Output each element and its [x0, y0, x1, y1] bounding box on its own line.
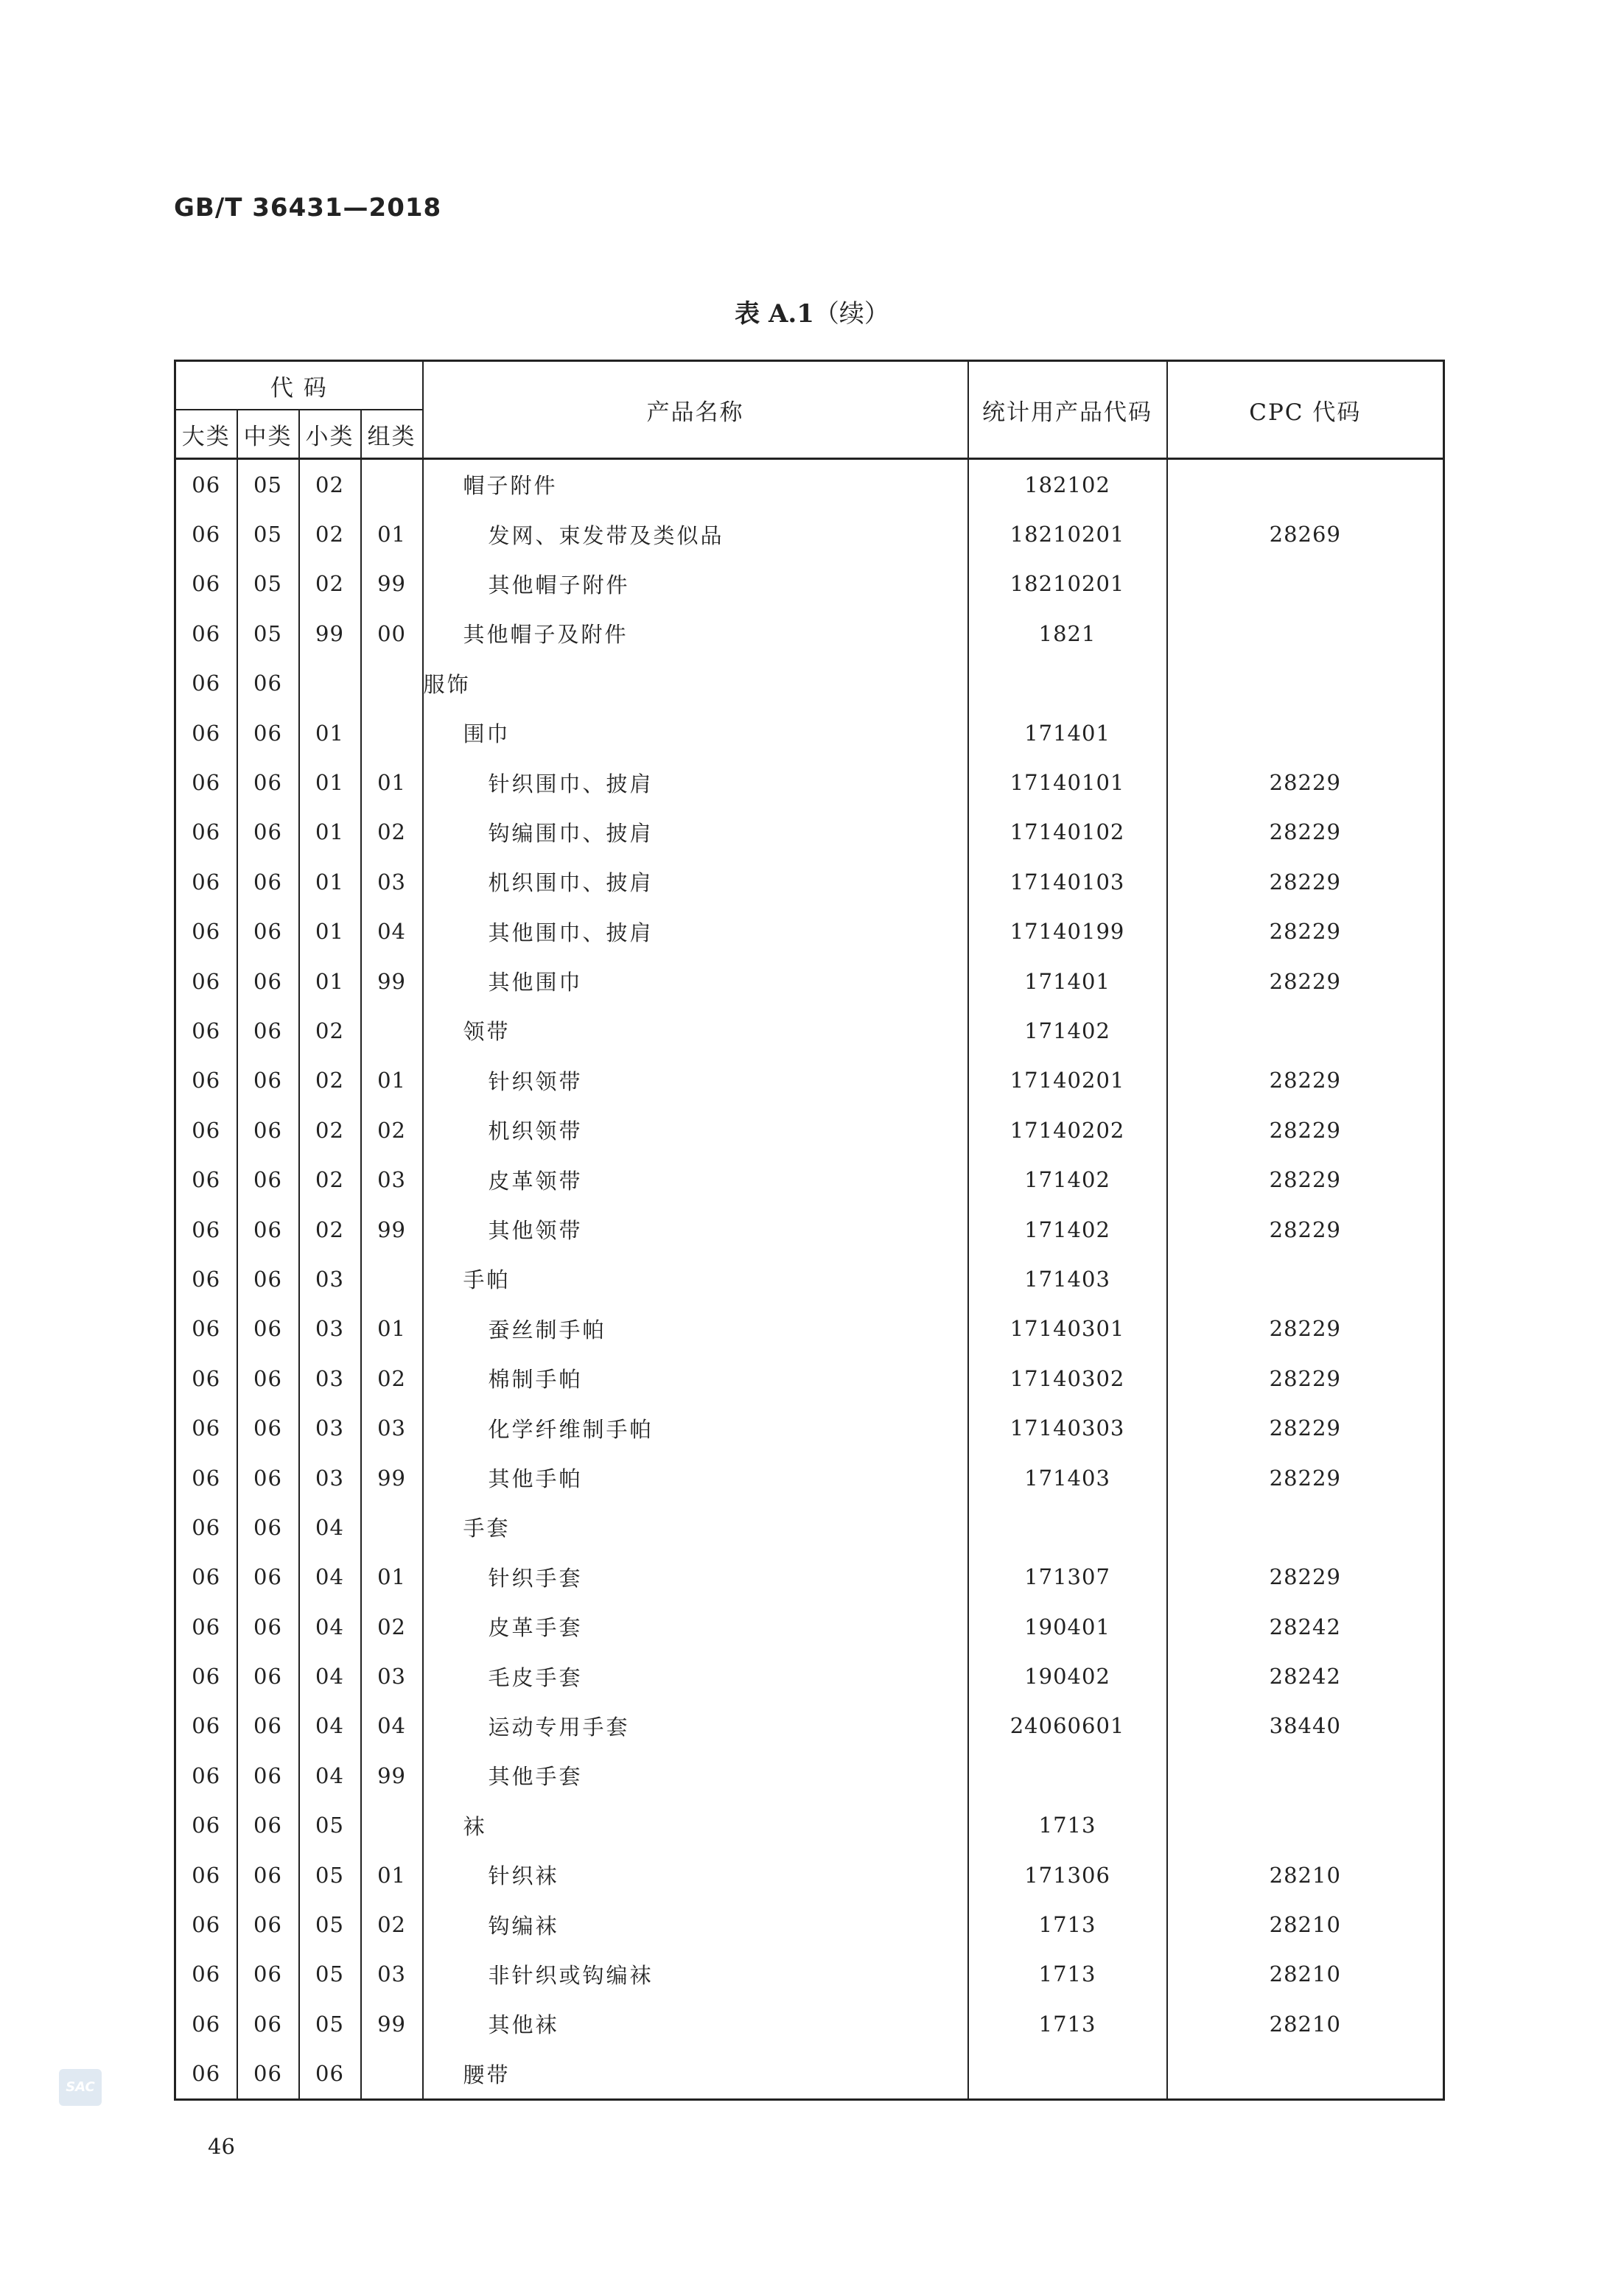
cell-product-name: 棉制手帕	[423, 1354, 968, 1403]
cell-group: 99	[361, 956, 423, 1006]
cell-medium: 06	[237, 1006, 299, 1055]
cell-minor: 02	[299, 1056, 361, 1105]
cell-medium: 06	[237, 907, 299, 956]
table-caption-continued: （续）	[813, 299, 889, 329]
page-number: 46	[208, 2134, 235, 2159]
cell-medium: 06	[237, 708, 299, 757]
cell-cpc-code	[1167, 659, 1444, 708]
table-row	[175, 708, 1444, 757]
header-medium: 中类	[237, 410, 299, 459]
table-row	[175, 1999, 1444, 2048]
cell-minor: 02	[299, 1006, 361, 1055]
cell-minor: 05	[299, 1950, 361, 1999]
cell-cpc-code: 28229	[1167, 1552, 1444, 1602]
cell-major: 06	[175, 1801, 237, 1850]
cell-medium: 06	[237, 1751, 299, 1800]
cell-group: 99	[361, 1751, 423, 1800]
cell-product-name: 其他领带	[423, 1205, 968, 1254]
cell-cpc-code	[1167, 1502, 1444, 1552]
table-row	[175, 1701, 1444, 1751]
cell-medium: 06	[237, 1900, 299, 1949]
cell-stat-code: 171401	[968, 708, 1167, 757]
cell-medium: 06	[237, 1801, 299, 1850]
cell-product-name: 针织领带	[423, 1056, 968, 1105]
cell-product-name: 毛皮手套	[423, 1651, 968, 1701]
cell-major: 06	[175, 1850, 237, 1900]
cell-medium: 05	[237, 609, 299, 658]
cell-stat-code: 171402	[968, 1205, 1167, 1254]
header-minor: 小类	[299, 410, 361, 459]
cell-minor: 03	[299, 1453, 361, 1502]
cell-major: 06	[175, 1999, 237, 2048]
table-row	[175, 1403, 1444, 1452]
cell-major: 06	[175, 1304, 237, 1354]
cell-medium: 06	[237, 1651, 299, 1701]
cell-major: 06	[175, 1502, 237, 1552]
cell-cpc-code: 28229	[1167, 1155, 1444, 1204]
cell-major: 06	[175, 1701, 237, 1751]
cell-cpc-code	[1167, 1751, 1444, 1800]
cell-major: 06	[175, 1403, 237, 1452]
cell-medium: 05	[237, 559, 299, 609]
cell-cpc-code	[1167, 459, 1444, 510]
cell-major: 06	[175, 509, 237, 559]
cell-cpc-code: 38440	[1167, 1701, 1444, 1751]
cell-cpc-code: 28229	[1167, 1354, 1444, 1403]
cell-group	[361, 2049, 423, 2100]
cell-minor: 04	[299, 1552, 361, 1602]
cell-medium: 06	[237, 1254, 299, 1303]
cell-product-name: 皮革领带	[423, 1155, 968, 1204]
cell-stat-code	[968, 659, 1167, 708]
cell-medium: 06	[237, 1105, 299, 1155]
cell-stat-code: 17140199	[968, 907, 1167, 956]
cell-stat-code: 1713	[968, 1900, 1167, 1949]
cell-medium: 06	[237, 1850, 299, 1900]
cell-cpc-code: 28229	[1167, 956, 1444, 1006]
cell-cpc-code: 28210	[1167, 1999, 1444, 2048]
cell-group: 00	[361, 609, 423, 658]
table-row	[175, 1801, 1444, 1850]
cell-minor: 02	[299, 459, 361, 510]
cell-major: 06	[175, 1453, 237, 1502]
cell-cpc-code: 28210	[1167, 1850, 1444, 1900]
header-major: 大类	[175, 410, 237, 459]
cell-stat-code: 190401	[968, 1602, 1167, 1651]
cell-product-name: 帽子附件	[423, 459, 968, 510]
table-row	[175, 559, 1444, 609]
cell-group: 99	[361, 1453, 423, 1502]
table-row	[175, 1304, 1444, 1354]
cell-minor: 02	[299, 1205, 361, 1254]
table-row	[175, 509, 1444, 559]
cell-group: 04	[361, 907, 423, 956]
standard-code: GB/T 36431—2018	[174, 193, 442, 223]
cell-major: 06	[175, 1155, 237, 1204]
cell-product-name: 其他袜	[423, 1999, 968, 2048]
cell-group	[361, 1254, 423, 1303]
table-row	[175, 1850, 1444, 1900]
cell-major: 06	[175, 757, 237, 807]
cell-medium: 06	[237, 1701, 299, 1751]
cell-group	[361, 1502, 423, 1552]
table-row	[175, 1602, 1444, 1651]
cell-product-name: 运动专用手套	[423, 1701, 968, 1751]
cell-product-name: 钩编围巾、披肩	[423, 808, 968, 857]
header-code-group: 代 码	[175, 361, 423, 410]
cell-medium: 06	[237, 857, 299, 906]
cell-minor: 04	[299, 1751, 361, 1800]
table-row	[175, 1453, 1444, 1502]
cell-group: 01	[361, 509, 423, 559]
cell-major: 06	[175, 1056, 237, 1105]
cell-cpc-code	[1167, 1254, 1444, 1303]
cell-major: 06	[175, 857, 237, 906]
sac-watermark-logo: SAC	[59, 2069, 102, 2106]
cell-major: 06	[175, 559, 237, 609]
table-caption	[0, 293, 1624, 329]
cell-group	[361, 659, 423, 708]
header-stat-code: 统计用产品代码	[968, 361, 1167, 459]
cell-cpc-code	[1167, 1801, 1444, 1850]
cell-stat-code: 171403	[968, 1453, 1167, 1502]
cell-medium: 06	[237, 2049, 299, 2100]
cell-medium: 06	[237, 1354, 299, 1403]
cell-stat-code: 1713	[968, 1999, 1167, 2048]
cell-cpc-code: 28229	[1167, 1105, 1444, 1155]
cell-medium: 06	[237, 1056, 299, 1105]
cell-stat-code: 17140202	[968, 1105, 1167, 1155]
table-row	[175, 1354, 1444, 1403]
cell-minor: 05	[299, 1900, 361, 1949]
cell-cpc-code	[1167, 2049, 1444, 2100]
cell-stat-code: 190402	[968, 1651, 1167, 1701]
cell-group: 99	[361, 1999, 423, 2048]
cell-cpc-code: 28210	[1167, 1950, 1444, 1999]
table-row	[175, 808, 1444, 857]
cell-medium: 06	[237, 1155, 299, 1204]
cell-minor: 02	[299, 559, 361, 609]
table-row	[175, 1950, 1444, 1999]
cell-stat-code	[968, 1502, 1167, 1552]
cell-minor: 04	[299, 1602, 361, 1651]
cell-minor: 03	[299, 1403, 361, 1452]
cell-group: 01	[361, 1304, 423, 1354]
cell-medium: 06	[237, 1205, 299, 1254]
cell-major: 06	[175, 1651, 237, 1701]
cell-group: 02	[361, 1900, 423, 1949]
cell-stat-code: 1821	[968, 609, 1167, 658]
table-row	[175, 1155, 1444, 1204]
cell-major: 06	[175, 1900, 237, 1949]
cell-medium: 06	[237, 1403, 299, 1452]
cell-product-name: 其他围巾	[423, 956, 968, 1006]
cell-stat-code	[968, 1751, 1167, 1800]
cell-product-name: 非针织或钩编袜	[423, 1950, 968, 1999]
cell-group: 03	[361, 857, 423, 906]
cell-group: 02	[361, 1105, 423, 1155]
table-row	[175, 1105, 1444, 1155]
cell-cpc-code	[1167, 708, 1444, 757]
cell-group	[361, 459, 423, 510]
cell-major: 06	[175, 2049, 237, 2100]
product-code-table	[174, 360, 1445, 2101]
cell-major: 06	[175, 1950, 237, 1999]
cell-stat-code: 18210201	[968, 509, 1167, 559]
table-row	[175, 1502, 1444, 1552]
cell-stat-code: 171403	[968, 1254, 1167, 1303]
cell-minor: 02	[299, 1105, 361, 1155]
cell-minor: 05	[299, 1999, 361, 2048]
cell-product-name: 其他帽子附件	[423, 559, 968, 609]
table-body	[175, 459, 1444, 2100]
table-row	[175, 1006, 1444, 1055]
cell-product-name: 其他手套	[423, 1751, 968, 1800]
cell-medium: 06	[237, 1453, 299, 1502]
cell-stat-code: 17140102	[968, 808, 1167, 857]
cell-major: 06	[175, 1105, 237, 1155]
cell-stat-code	[968, 2049, 1167, 2100]
cell-product-name: 其他帽子及附件	[423, 609, 968, 658]
cell-minor: 01	[299, 757, 361, 807]
cell-group: 01	[361, 1056, 423, 1105]
cell-cpc-code: 28242	[1167, 1602, 1444, 1651]
table-row	[175, 2049, 1444, 2100]
cell-cpc-code: 28269	[1167, 509, 1444, 559]
cell-medium: 05	[237, 459, 299, 510]
cell-cpc-code	[1167, 1006, 1444, 1055]
table-row	[175, 1751, 1444, 1800]
cell-product-name: 针织围巾、披肩	[423, 757, 968, 807]
cell-product-name: 手帕	[423, 1254, 968, 1303]
table-row	[175, 1205, 1444, 1254]
cell-product-name: 钩编袜	[423, 1900, 968, 1949]
cell-product-name: 针织手套	[423, 1552, 968, 1602]
cell-stat-code: 17140303	[968, 1403, 1167, 1452]
cell-product-name: 机织领带	[423, 1105, 968, 1155]
header-group: 组类	[361, 410, 423, 459]
cell-medium: 06	[237, 1602, 299, 1651]
cell-group	[361, 708, 423, 757]
cell-major: 06	[175, 609, 237, 658]
cell-minor: 01	[299, 956, 361, 1006]
cell-cpc-code: 28229	[1167, 1453, 1444, 1502]
table-row	[175, 1056, 1444, 1105]
cell-major: 06	[175, 708, 237, 757]
cell-cpc-code: 28210	[1167, 1900, 1444, 1949]
cell-group: 02	[361, 1602, 423, 1651]
cell-minor: 01	[299, 907, 361, 956]
cell-stat-code: 17140302	[968, 1354, 1167, 1403]
cell-stat-code: 17140201	[968, 1056, 1167, 1105]
cell-minor: 06	[299, 2049, 361, 2100]
cell-product-name: 围巾	[423, 708, 968, 757]
cell-product-name: 袜	[423, 1801, 968, 1850]
cell-minor: 01	[299, 708, 361, 757]
cell-group: 02	[361, 808, 423, 857]
cell-stat-code: 171402	[968, 1006, 1167, 1055]
table-row	[175, 459, 1444, 510]
cell-cpc-code: 28229	[1167, 1403, 1444, 1452]
cell-stat-code: 17140101	[968, 757, 1167, 807]
cell-product-name: 化学纤维制手帕	[423, 1403, 968, 1452]
cell-major: 06	[175, 1006, 237, 1055]
cell-stat-code: 18210201	[968, 559, 1167, 609]
cell-minor	[299, 659, 361, 708]
cell-minor: 99	[299, 609, 361, 658]
cell-minor: 02	[299, 1155, 361, 1204]
cell-group: 99	[361, 559, 423, 609]
cell-group: 01	[361, 757, 423, 807]
table-row	[175, 956, 1444, 1006]
cell-group	[361, 1006, 423, 1055]
cell-stat-code: 1713	[968, 1801, 1167, 1850]
cell-major: 06	[175, 459, 237, 510]
cell-medium: 06	[237, 1950, 299, 1999]
cell-medium: 06	[237, 1502, 299, 1552]
cell-group: 04	[361, 1701, 423, 1751]
table-row	[175, 1900, 1444, 1949]
cell-minor: 03	[299, 1304, 361, 1354]
cell-stat-code: 17140103	[968, 857, 1167, 906]
cell-group: 03	[361, 1155, 423, 1204]
cell-medium: 06	[237, 956, 299, 1006]
table-row	[175, 757, 1444, 807]
cell-minor: 02	[299, 509, 361, 559]
cell-stat-code: 171401	[968, 956, 1167, 1006]
cell-medium: 06	[237, 659, 299, 708]
table-row	[175, 1552, 1444, 1602]
cell-stat-code: 1713	[968, 1950, 1167, 1999]
cell-medium: 06	[237, 808, 299, 857]
table-caption-title: 表 A.1	[735, 299, 814, 329]
cell-product-name: 皮革手套	[423, 1602, 968, 1651]
cell-medium: 06	[237, 757, 299, 807]
cell-minor: 05	[299, 1850, 361, 1900]
cell-cpc-code	[1167, 609, 1444, 658]
cell-major: 06	[175, 1751, 237, 1800]
cell-product-name: 蚕丝制手帕	[423, 1304, 968, 1354]
cell-minor: 03	[299, 1354, 361, 1403]
cell-cpc-code: 28229	[1167, 857, 1444, 906]
cell-major: 06	[175, 907, 237, 956]
cell-medium: 06	[237, 1304, 299, 1354]
cell-product-name: 领带	[423, 1006, 968, 1055]
cell-cpc-code: 28229	[1167, 808, 1444, 857]
cell-stat-code: 24060601	[968, 1701, 1167, 1751]
cell-minor: 05	[299, 1801, 361, 1850]
cell-product-name: 服饰	[423, 659, 968, 708]
cell-group: 01	[361, 1850, 423, 1900]
cell-product-name: 其他围巾、披肩	[423, 907, 968, 956]
cell-minor: 01	[299, 857, 361, 906]
cell-product-name: 手套	[423, 1502, 968, 1552]
cell-minor: 04	[299, 1701, 361, 1751]
cell-minor: 04	[299, 1651, 361, 1701]
cell-product-name: 其他手帕	[423, 1453, 968, 1502]
cell-product-name: 机织围巾、披肩	[423, 857, 968, 906]
cell-medium: 06	[237, 1999, 299, 2048]
cell-major: 06	[175, 1602, 237, 1651]
cell-group: 03	[361, 1403, 423, 1452]
cell-major: 06	[175, 1205, 237, 1254]
table-row	[175, 609, 1444, 658]
cell-major: 06	[175, 956, 237, 1006]
cell-major: 06	[175, 1254, 237, 1303]
cell-major: 06	[175, 1552, 237, 1602]
cell-group: 03	[361, 1950, 423, 1999]
table-row	[175, 1254, 1444, 1303]
cell-group: 99	[361, 1205, 423, 1254]
cell-cpc-code: 28229	[1167, 1056, 1444, 1105]
cell-major: 06	[175, 1354, 237, 1403]
cell-cpc-code: 28229	[1167, 1304, 1444, 1354]
cell-cpc-code: 28242	[1167, 1651, 1444, 1701]
header-product-name: 产品名称	[423, 361, 968, 459]
cell-stat-code: 17140301	[968, 1304, 1167, 1354]
cell-minor: 01	[299, 808, 361, 857]
cell-product-name: 腰带	[423, 2049, 968, 2100]
table-row	[175, 659, 1444, 708]
table-row	[175, 1651, 1444, 1701]
cell-minor: 03	[299, 1254, 361, 1303]
cell-group: 03	[361, 1651, 423, 1701]
cell-medium: 06	[237, 1552, 299, 1602]
cell-medium: 05	[237, 509, 299, 559]
cell-major: 06	[175, 808, 237, 857]
cell-product-name: 发网、束发带及类似品	[423, 509, 968, 559]
cell-stat-code: 171306	[968, 1850, 1167, 1900]
cell-minor: 04	[299, 1502, 361, 1552]
cell-stat-code: 171307	[968, 1552, 1167, 1602]
cell-cpc-code	[1167, 559, 1444, 609]
cell-cpc-code: 28229	[1167, 907, 1444, 956]
cell-cpc-code: 28229	[1167, 757, 1444, 807]
table-row	[175, 857, 1444, 906]
header-cpc-code: CPC 代码	[1167, 361, 1444, 459]
table-row	[175, 907, 1444, 956]
cell-stat-code: 182102	[968, 459, 1167, 510]
cell-group	[361, 1801, 423, 1850]
cell-stat-code: 171402	[968, 1155, 1167, 1204]
cell-product-name: 针织袜	[423, 1850, 968, 1900]
cell-group: 02	[361, 1354, 423, 1403]
cell-group: 01	[361, 1552, 423, 1602]
cell-major: 06	[175, 659, 237, 708]
cell-cpc-code: 28229	[1167, 1205, 1444, 1254]
